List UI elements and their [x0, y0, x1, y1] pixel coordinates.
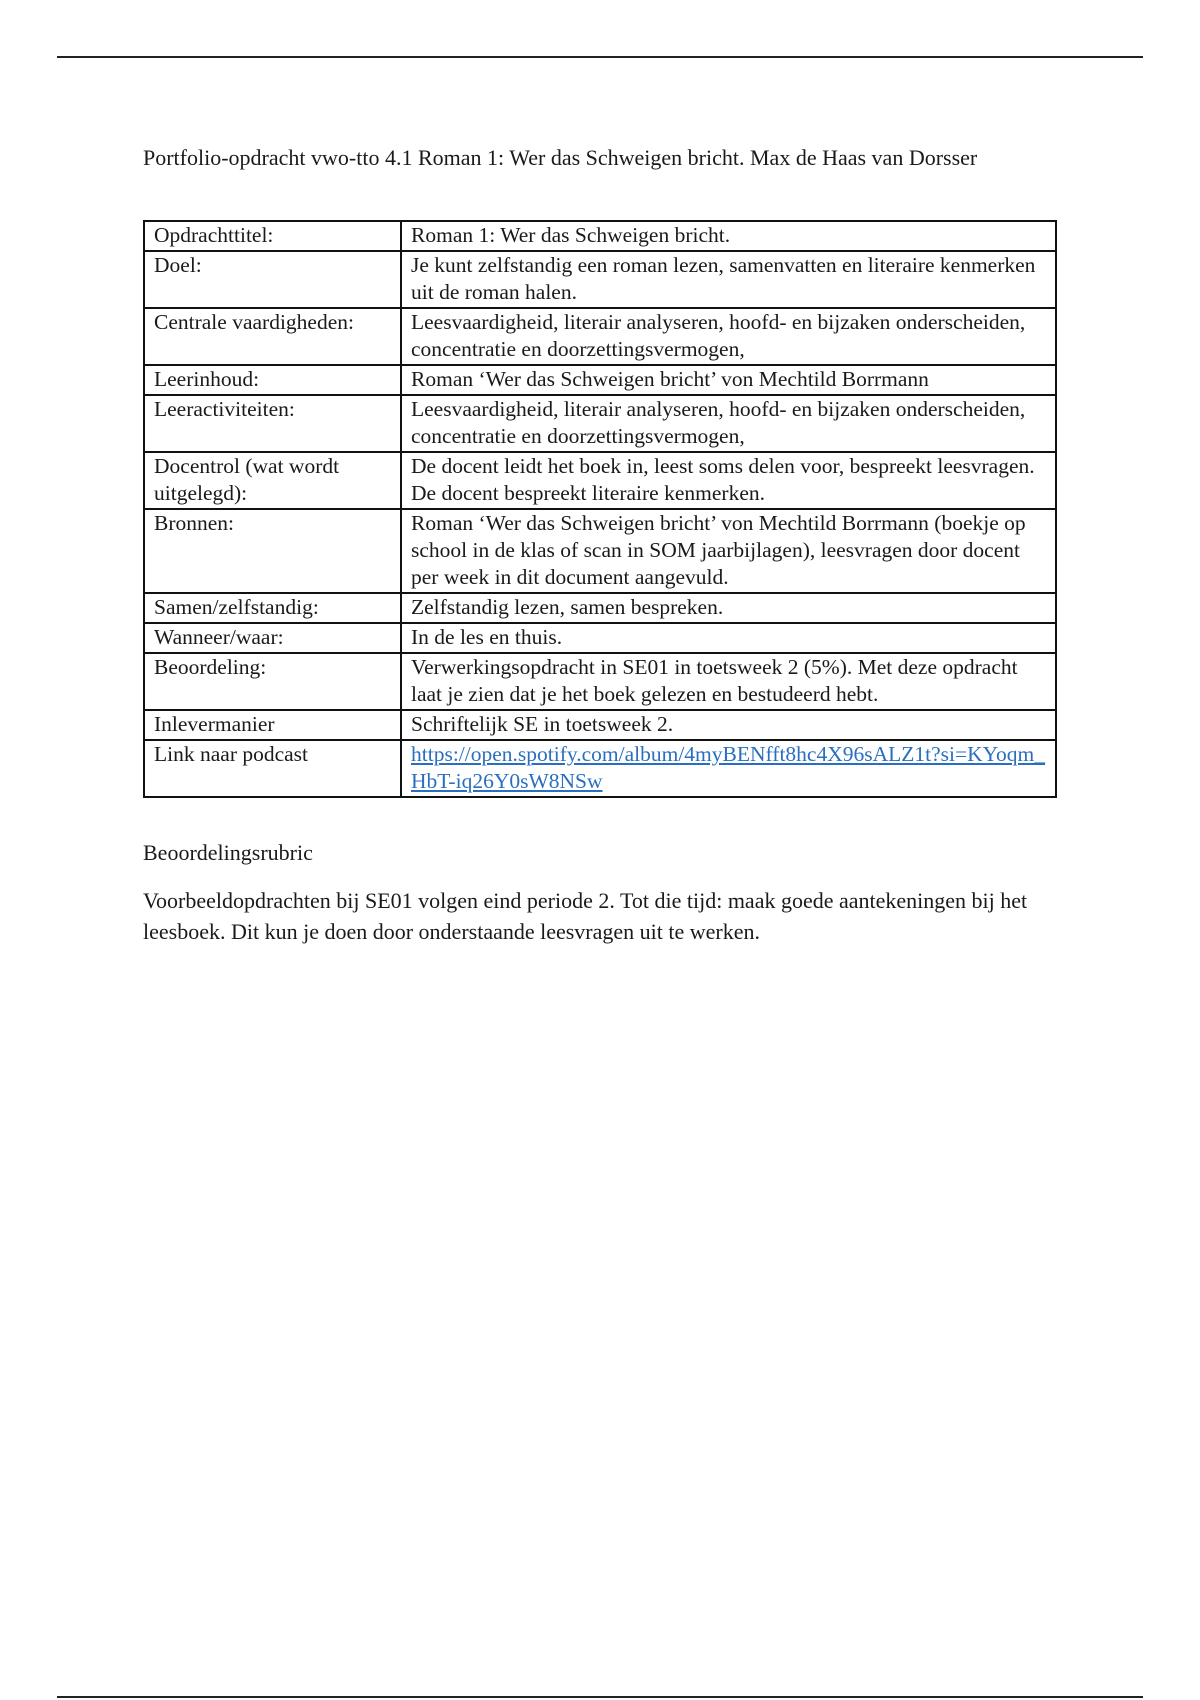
row-label: Beoordeling:	[144, 653, 401, 710]
row-label: Doel:	[144, 251, 401, 308]
body-paragraph: Voorbeeldopdrachten bij SE01 volgen eind periode 2. Tot die tijd: maak goede aantekeningen bij het leesboek. Dit kun je doen door onderstaande leesvragen uit te werken.	[143, 888, 1028, 944]
row-label: Centrale vaardigheden:	[144, 308, 401, 365]
table-row	[144, 509, 1056, 593]
row-value: Leesvaardigheid, literair analyseren, hoofd- en bijzaken onderscheiden, concentratie en doorzettingsvermogen,	[401, 395, 1056, 452]
row-value: De docent leidt het boek in, leest soms delen voor, bespreekt leesvragen. De docent bespreekt literaire kenmerken.	[401, 452, 1056, 509]
table-row	[144, 365, 1056, 395]
row-value: Roman ‘Wer das Schweigen bricht’ von Mechtild Borrmann (boekje op school in de klas of scan in SOM jaarbijlagen), leesvragen door docent per week in dit document aangevuld.	[401, 509, 1056, 593]
table-row	[144, 221, 1056, 251]
row-value: Leesvaardigheid, literair analyseren, hoofd- en bijzaken onderscheiden, concentratie en doorzettingsvermogen,	[401, 308, 1056, 365]
table-row	[144, 710, 1056, 740]
row-value: In de les en thuis.	[401, 623, 1056, 653]
row-value: Verwerkingsopdracht in SE01 in toetsweek 2 (5%). Met deze opdracht laat je zien dat je het boek gelezen en bestudeerd hebt.	[401, 653, 1056, 710]
row-label: Opdrachttitel:	[144, 221, 401, 251]
table-row	[144, 251, 1056, 308]
row-label: Wanneer/waar:	[144, 623, 401, 653]
row-label: Link naar podcast	[144, 740, 401, 797]
row-value: Zelfstandig lezen, samen bespreken.	[401, 593, 1056, 623]
table-row	[144, 452, 1056, 509]
row-value: Je kunt zelfstandig een roman lezen, samenvatten en literaire kenmerken uit de roman halen.	[401, 251, 1056, 308]
rubric-heading: Beoordelingsrubric	[143, 840, 313, 865]
row-label: Leeractiviteiten:	[144, 395, 401, 452]
header-rule	[57, 56, 1143, 58]
row-value: Roman 1: Wer das Schweigen bricht.	[401, 221, 1056, 251]
podcast-link[interactable]: https://open.spotify.com/album/4myBENfft8hc4X96sALZ1t?si=KYoqm_HbT-iq26Y0sW8NSw	[411, 742, 1046, 793]
row-label: Bronnen:	[144, 509, 401, 593]
row-value: Roman ‘Wer das Schweigen bricht’ von Mechtild Borrmann	[401, 365, 1056, 395]
row-label: Docentrol (wat wordt uitgelegd):	[144, 452, 401, 509]
assignment-table	[143, 220, 1057, 798]
table-row	[144, 740, 1056, 797]
table-row	[144, 395, 1056, 452]
table-row	[144, 653, 1056, 710]
table-row	[144, 308, 1056, 365]
row-label: Samen/zelfstandig:	[144, 593, 401, 623]
table-row	[144, 593, 1056, 623]
footer-rule	[57, 1696, 1143, 1698]
page-title: Portfolio-opdracht vwo-tto 4.1 Roman 1: Wer das Schweigen bricht. Max de Haas van Dorsser	[143, 145, 978, 170]
table-row	[144, 623, 1056, 653]
row-value: Schriftelijk SE in toetsweek 2.	[401, 710, 1056, 740]
row-value	[401, 740, 1056, 797]
row-label: Inlevermanier	[144, 710, 401, 740]
row-label: Leerinhoud:	[144, 365, 401, 395]
